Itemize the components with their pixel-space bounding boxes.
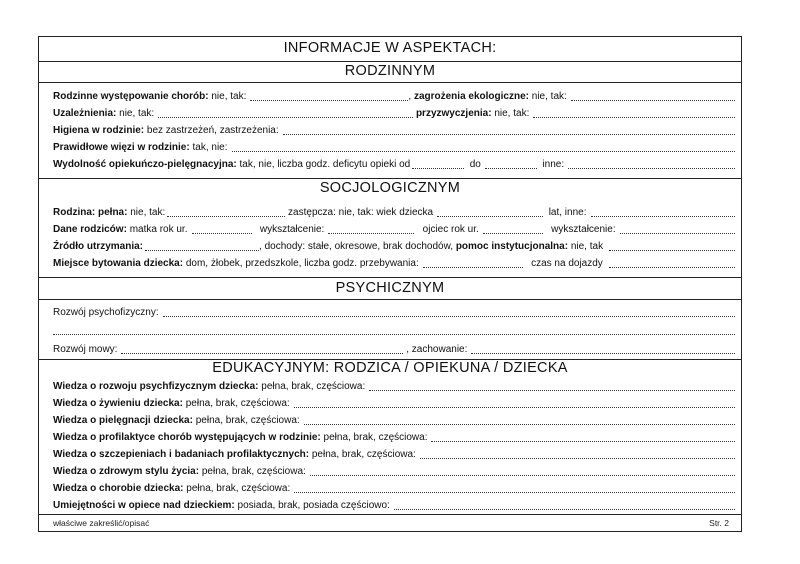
page-number: Str. 2	[709, 518, 729, 528]
fill-field[interactable]	[568, 168, 735, 169]
row-zrodlo-utrzymania: Źródło utrzymania: , dochody: stałe, okresowe, brak dochodów, pomoc instytucjonalna: nie, tak	[53, 239, 735, 253]
fill-field[interactable]	[232, 151, 735, 152]
fill-field[interactable]	[310, 475, 735, 476]
divider	[39, 277, 741, 278]
row-continuation	[53, 323, 735, 337]
fill-field[interactable]	[423, 267, 523, 268]
fill-field[interactable]	[369, 390, 735, 391]
row-wydolnosc: Wydolność opiekuńczo-pielęgnacyjna: tak, nie, liczba godz. deficytu opieki od do inne:	[53, 157, 735, 171]
row-choroby: Rodzinne występowanie chorób: nie, tak: , zagrożenia ekologiczne: nie, tak:	[53, 89, 735, 103]
fill-field[interactable]	[283, 134, 735, 135]
section-heading-edukacyjnym: EDUKACYJNYM: RODZICA / OPIEKUNA / DZIECKA	[212, 360, 568, 376]
fill-field[interactable]	[328, 233, 414, 234]
row-edu-item: Wiedza o żywieniu dziecka: pełna, brak, częściowa:	[53, 396, 735, 410]
divider	[39, 61, 741, 62]
fill-field[interactable]	[620, 233, 735, 234]
fill-field[interactable]	[250, 100, 408, 101]
fill-field[interactable]	[394, 509, 735, 510]
row-wiezi: Prawidłowe więzi w rodzinie: tak, nie:	[53, 140, 735, 154]
fill-field[interactable]	[145, 250, 259, 251]
fill-field[interactable]	[471, 353, 735, 354]
fill-field[interactable]	[609, 250, 735, 251]
row-uzaleznienia: Uzależnienia: nie, tak: przyzwyczjenia: nie, tak:	[53, 106, 735, 120]
footer-note: właściwe zakreślić/opisać	[53, 518, 150, 528]
fill-field[interactable]	[591, 216, 736, 217]
row-edu-item: Wiedza o chorobie dziecka: pełna, brak, częściowa:	[53, 481, 735, 495]
fill-field[interactable]	[483, 233, 543, 234]
row-rozwoj-mowy: Rozwój mowy: , zachowanie:	[53, 342, 735, 356]
divider	[39, 299, 741, 300]
section-heading-rodzinnym: RODZINNYM	[344, 63, 436, 79]
fill-field[interactable]	[192, 233, 252, 234]
row-higiena: Higiena w rodzinie: bez zastrzeżeń, zastrzeżenia:	[53, 123, 735, 137]
row-edu-item: Umiejętności w opiece nad dzieckiem: posiada, brak, posiada częściowo:	[53, 498, 735, 512]
section-heading-psychicznym: PSYCHICZNYM	[335, 280, 445, 296]
fill-field[interactable]	[167, 216, 285, 217]
fill-field[interactable]	[294, 492, 735, 493]
section-heading-socjologicznym: SOCJOLOGICZNYM	[319, 180, 461, 196]
row-miejsce-bytowania: Miejsce bytowania dziecka: dom, żłobek, przedszkole, liczba godz. przebywania: czas na dojazdy	[53, 256, 735, 270]
fill-field[interactable]	[420, 458, 735, 459]
row-edu-item: Wiedza o zdrowym stylu życia: pełna, brak, częściowa:	[53, 464, 735, 478]
fill-field[interactable]	[163, 316, 735, 317]
fill-field[interactable]	[294, 407, 735, 408]
fill-field[interactable]	[304, 424, 735, 425]
fill-field[interactable]	[158, 117, 413, 118]
fill-field[interactable]	[437, 216, 543, 217]
row-rodzina: Rodzina: pełna: nie, tak: zastępcza: nie, tak: wiek dziecka lat, inne:	[53, 205, 735, 219]
fill-field[interactable]	[431, 441, 735, 442]
fill-field[interactable]	[533, 117, 735, 118]
row-edu-item: Wiedza o rozwoju psychfizycznym dziecka: pełna, brak, częściowa:	[53, 379, 735, 393]
fill-field[interactable]	[53, 334, 735, 335]
row-dane-rodzicow: Dane rodziców: matka rok ur. wykształcenie: ojciec rok ur. wykształcenie:	[53, 222, 735, 236]
fill-field[interactable]	[485, 168, 537, 169]
form-title: INFORMACJE W ASPEKTACH:	[283, 40, 497, 56]
divider	[39, 514, 741, 515]
fill-field[interactable]	[571, 100, 735, 101]
fill-field[interactable]	[412, 168, 464, 169]
divider	[39, 178, 741, 179]
row-rozwoj-psychofizyczny: Rozwój psychofizyczny:	[53, 305, 735, 319]
row-edu-item: Wiedza o pielęgnacji dziecka: pełna, brak, częściowa:	[53, 413, 735, 427]
fill-field[interactable]	[121, 353, 403, 354]
fill-field[interactable]	[609, 267, 735, 268]
row-edu-item: Wiedza o profilaktyce chorób występujących w rodzinie: pełna, brak, częściowa:	[53, 430, 735, 444]
divider	[39, 82, 741, 83]
row-edu-item: Wiedza o szczepieniach i badaniach profilaktycznych: pełna, brak, częściowa:	[53, 447, 735, 461]
form-frame	[38, 36, 742, 532]
